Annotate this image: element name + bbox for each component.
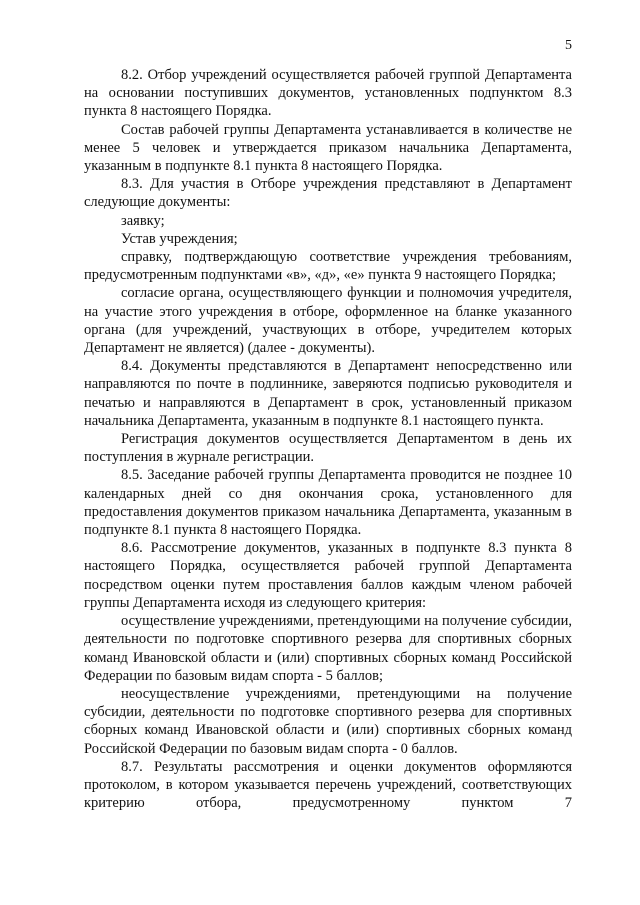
paragraph-registration: Регистрация документов осуществляется Департаментом в день их поступления в журнале регистрации.: [84, 431, 572, 466]
criterion-5-points: осуществление учреждениями, претендующими на получение субсидии, деятельности по подготовке спортивного резерва для спортивных сборных команд Ивановской области и (или) спортивных сборных команд Российской Федерации по базовым видам спорта - 5 баллов;: [84, 613, 572, 684]
paragraph-8-3: 8.3. Для участия в Отборе учреждения представляют в Департамент следующие документы:: [84, 176, 572, 211]
paragraph-8-4: 8.4. Документы представляются в Департамент непосредственно или направляются по почте в подлиннике, заверяются подписью руководителя и печатью и направляются в Департамент в срок, установленный приказом начальника Департамента, указанным в подпункте 8.1 настоящего пункта.: [84, 358, 572, 429]
criterion-0-points: неосуществление учреждениями, претендующими на получение субсидии, деятельности по подготовке спортивного резерва для спортивных сборных команд Ивановской области и (или) спортивных сборных команд Российской Федерации по базовым видам спорта - 0 баллов.: [84, 685, 572, 757]
paragraph-8-6: 8.6. Рассмотрение документов, указанных в подпункте 8.3 пункта 8 настоящего Порядка, осуществляется рабочей группой Департамента посредством оценки путем проставления баллов каждым членом рабочей группы Департамента исходя из следующего критерия:: [84, 540, 572, 611]
list-item-application: заявку;: [121, 212, 165, 229]
paragraph-8-2: 8.2. Отбор учреждений осуществляется рабочей группой Департамента на основании поступивших документов, установленных подпунктом 8.3 пункта 8 настоящего Порядка.: [84, 67, 572, 120]
document-body: [84, 66, 572, 812]
paragraph-8-7: 8.7. Результаты рассмотрения и оценки документов оформляются протоколом, в котором указывается перечень учреждений, соответствующих критерию отбора, предусмотренному пунктом 7: [84, 758, 572, 812]
list-item-founder-consent: согласие органа, осуществляющего функции и полномочия учредителя, на участие этого учреждения в отборе, оформленное на бланке указанного органа (для учреждений, участвующих в отборе, учредителем которых Департамент не является) (далее - документы).: [84, 285, 572, 357]
list-item-certificate: справку, подтверждающую соответствие учреждения требованиям, предусмотренным подпунктами «в», «д», «е» пункта 9 настоящего Порядка;: [84, 249, 572, 284]
list-item-charter: Устав учреждения;: [121, 230, 238, 247]
page-number: 5: [565, 38, 572, 53]
paragraph-working-group-composition: Состав рабочей группы Департамента устанавливается в количестве не менее 5 человек и утверждается приказом начальника Департамента, указанным в подпункте 8.1 пункта 8 настоящего Порядка.: [84, 121, 572, 175]
paragraph-8-5: 8.5. Заседание рабочей группы Департамента проводится не позднее 10 календарных дней со дня окончания срока, установленного для предоставления документов приказом начальника Департамента, указанным в подпункте 8.1 пункта 8 настоящего Порядка.: [84, 467, 572, 539]
